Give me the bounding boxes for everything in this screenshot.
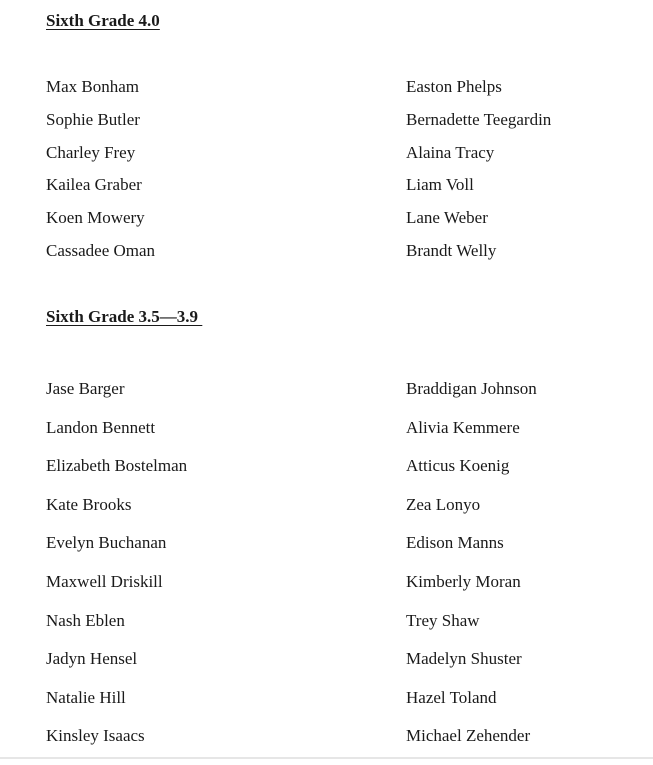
name-list-left [46, 379, 187, 765]
name-list-right [406, 77, 551, 274]
student-name: Kate Brooks [46, 494, 132, 514]
student-name: Hazel Toland [406, 687, 497, 707]
student-name: Easton Phelps [406, 77, 502, 96]
student-name: Braddigan Johnson [406, 379, 537, 398]
student-name: Charley Frey [46, 142, 136, 162]
student-name: Trey Shaw [406, 610, 480, 630]
student-name: Jadyn Hensel [46, 649, 138, 669]
student-name: Koen Mowery [46, 208, 145, 228]
name-list-right [406, 379, 537, 765]
student-name: Atticus Koenig [406, 456, 510, 476]
student-name: Cassadee Oman [46, 240, 156, 260]
student-name: Landon Bennett [46, 417, 156, 437]
student-name: Nash Eblen [46, 610, 125, 630]
student-name: Lane Weber [406, 208, 488, 228]
student-name: Madelyn Shuster [406, 649, 522, 669]
student-name: Zea Lonyo [406, 494, 481, 514]
student-name: Kailea Graber [46, 175, 142, 195]
section-heading-grade-4: Sixth Grade 4.0 [46, 11, 160, 30]
student-name: Sophie Butler [46, 109, 140, 129]
student-name: Maxwell Driskill [46, 571, 163, 591]
student-name: Alivia Kemmere [406, 417, 520, 437]
student-name: Evelyn Buchanan [46, 533, 167, 553]
student-name: Max Bonham [46, 77, 140, 96]
student-name: Bernadette Teegardin [406, 109, 552, 129]
student-name: Natalie Hill [46, 687, 126, 707]
student-name: Jase Barger [46, 379, 125, 398]
student-name: Kimberly Moran [406, 571, 521, 591]
student-name: Elizabeth Bostelman [46, 456, 188, 476]
student-name: Kinsley Isaacs [46, 726, 145, 746]
name-list-left [46, 77, 155, 274]
page-bottom-divider [0, 757, 653, 759]
student-name: Edison Manns [406, 533, 504, 553]
student-name: Michael Zehender [406, 726, 531, 746]
student-name: Alaina Tracy [406, 142, 495, 162]
student-name: Brandt Welly [406, 240, 497, 260]
student-name: Liam Voll [406, 175, 474, 195]
section-heading-grade-3-5-3-9: Sixth Grade 3.5—3.9 [46, 307, 203, 326]
